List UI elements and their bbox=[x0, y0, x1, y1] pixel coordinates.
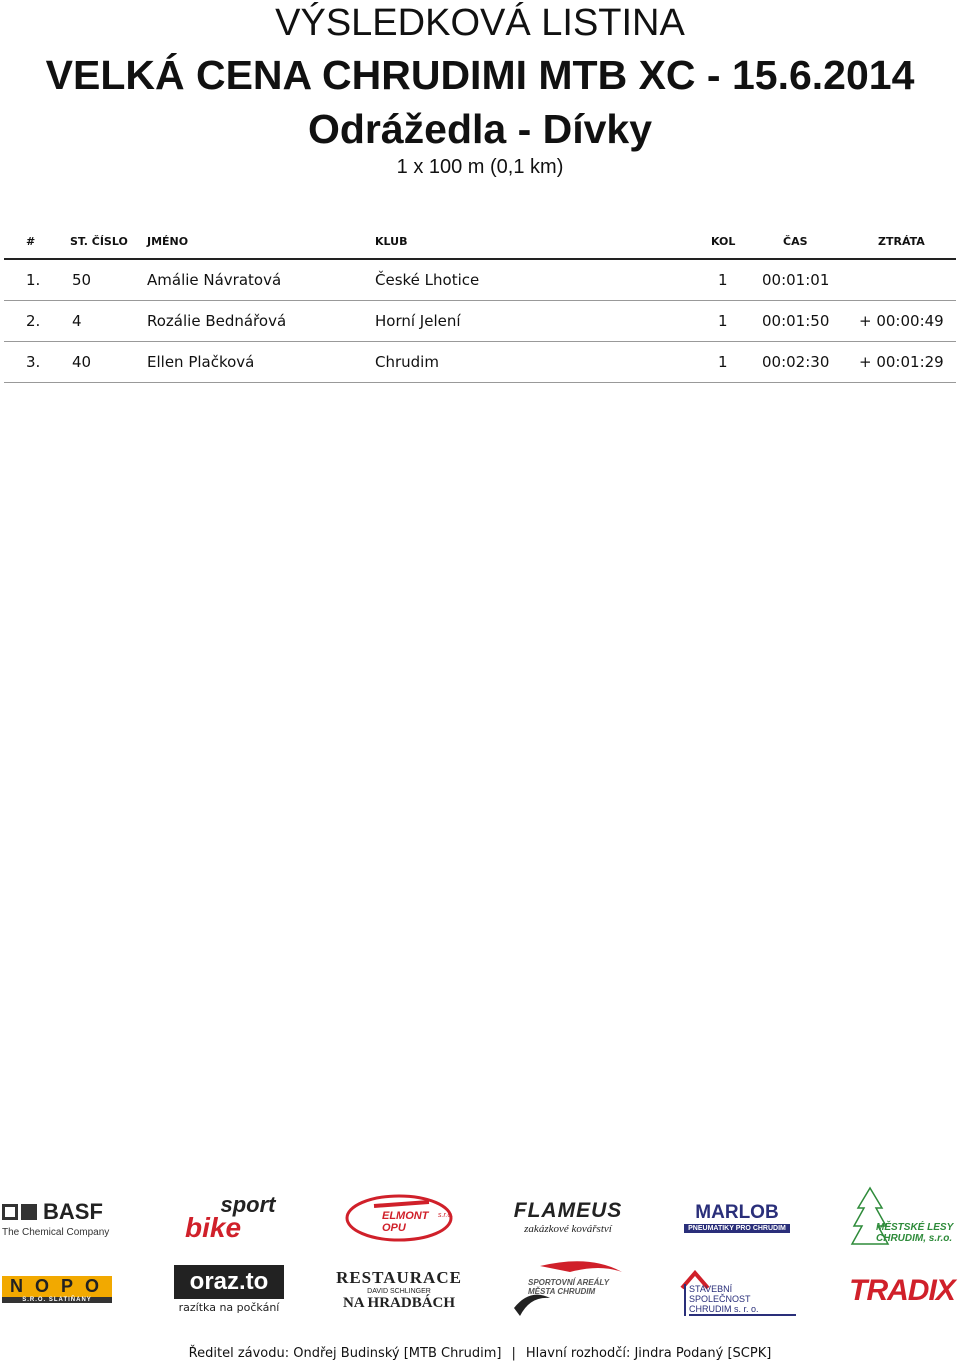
col-time: ČAS bbox=[783, 235, 808, 248]
marlob-name: MARLOB bbox=[695, 1201, 779, 1223]
cell-club: Chrudim bbox=[375, 353, 439, 371]
basf-tagline: The Chemical Company bbox=[2, 1226, 110, 1238]
lesy-line1: MĚSTSKÉ LESY bbox=[876, 1222, 954, 1233]
arealy-line1: SPORTOVNÍ AREÁLY bbox=[528, 1278, 610, 1287]
results-table bbox=[4, 228, 956, 383]
sponsor-orazto-logo bbox=[174, 1262, 284, 1316]
title-race-name: VELKÁ CENA CHRUDIMI MTB XC - 15.6.2014 bbox=[45, 52, 915, 98]
footer-director: Ředitel závodu: Ondřej Budinský [MTB Chrudim] bbox=[188, 1346, 502, 1361]
flameus-name: FLAMEUS bbox=[513, 1199, 623, 1222]
cell-laps: 1 bbox=[718, 312, 728, 330]
cell-laps: 1 bbox=[718, 353, 728, 371]
sponsor-nopo-logo bbox=[2, 1274, 112, 1304]
stavebni-line2: CHRUDIM s. r. o. bbox=[689, 1304, 796, 1316]
cell-time: 00:02:30 bbox=[762, 353, 830, 371]
title-category: Odrážedla - Dívky bbox=[307, 106, 653, 152]
cell-laps: 1 bbox=[718, 271, 728, 289]
sportbike-line1: sport bbox=[220, 1192, 276, 1217]
tradix-name: TRADIX bbox=[849, 1274, 955, 1307]
title-distance: 1 x 100 m (0,1 km) bbox=[396, 156, 564, 178]
sponsor-elmont-logo bbox=[344, 1192, 454, 1244]
sponsor-flameus-logo bbox=[512, 1196, 624, 1238]
cell-time: 00:01:01 bbox=[762, 271, 830, 289]
cell-bib: 40 bbox=[72, 353, 92, 371]
col-club: KLUB bbox=[375, 235, 408, 248]
cell-gap: + 00:01:29 bbox=[859, 353, 944, 371]
orazto-name: oraz.to bbox=[174, 1265, 284, 1299]
marlob-tagline: PNEUMATIKY PRO CHRUDIM bbox=[684, 1224, 790, 1233]
cell-club: České Lhotice bbox=[375, 271, 480, 289]
cell-gap: + 00:00:49 bbox=[859, 312, 944, 330]
footer-separator: | bbox=[511, 1346, 516, 1361]
cell-name: Rozálie Bednářová bbox=[147, 312, 287, 330]
sponsor-arealy-logo bbox=[510, 1258, 626, 1320]
title-results-sheet: VÝSLEDKOVÁ LISTINA bbox=[275, 2, 685, 44]
nopo-name: NOPO bbox=[2, 1276, 112, 1297]
cell-club: Horní Jelení bbox=[375, 312, 461, 330]
cell-rank: 2. bbox=[26, 312, 41, 330]
basf-square-icon bbox=[2, 1204, 18, 1220]
sponsor-restaurace-logo bbox=[336, 1262, 462, 1318]
cell-rank: 3. bbox=[26, 353, 41, 371]
cell-bib: 50 bbox=[72, 271, 92, 289]
nopo-tagline: S.R.O. SLATIŇANY bbox=[2, 1297, 112, 1303]
sponsor-basf-logo bbox=[2, 1196, 114, 1240]
table-row bbox=[4, 342, 956, 383]
basf-square-icon bbox=[21, 1204, 37, 1220]
table-header bbox=[4, 228, 956, 260]
restaurace-line3: NA HRADBÁCH bbox=[342, 1295, 456, 1311]
sportbike-line2: bike bbox=[184, 1212, 242, 1243]
cell-bib: 4 bbox=[72, 312, 82, 330]
footer-officials bbox=[0, 1346, 960, 1361]
table-row bbox=[4, 301, 956, 342]
cell-name: Amálie Návratová bbox=[147, 271, 282, 289]
col-gap: ZTRÁTA bbox=[878, 235, 925, 248]
cell-time: 00:01:50 bbox=[762, 312, 830, 330]
restaurace-line1: RESTAURACE bbox=[336, 1268, 462, 1287]
flameus-tagline: zakázkové kovářství bbox=[524, 1223, 612, 1235]
lesy-line2: CHRUDIM, s.r.o. bbox=[876, 1233, 953, 1244]
col-name: JMÉNO bbox=[147, 235, 189, 248]
cell-name: Ellen Plačková bbox=[147, 353, 255, 371]
sponsor-logos bbox=[0, 1186, 960, 1316]
basf-name: BASF bbox=[43, 1198, 103, 1224]
sponsor-sportbike-logo bbox=[172, 1192, 284, 1244]
cell-rank: 1. bbox=[26, 271, 41, 289]
col-bib: ST. ČÍSLO bbox=[70, 235, 128, 248]
elmont-name: ELMONT OPU bbox=[382, 1210, 429, 1234]
footer-referee: Hlavní rozhodčí: Jindra Podaný [SCPK] bbox=[525, 1346, 772, 1361]
restaurace-line2: DAVID SCHLINGER bbox=[367, 1288, 431, 1295]
table-row bbox=[4, 260, 956, 301]
sponsor-stavebni-logo bbox=[678, 1270, 796, 1314]
stavebni-line1: STAVEBNÍ SPOLEČNOST bbox=[689, 1284, 751, 1304]
orazto-tagline: razítka na počkání bbox=[178, 1300, 280, 1314]
sponsor-marlob-logo bbox=[676, 1200, 798, 1234]
col-rank: # bbox=[26, 235, 36, 248]
arealy-line2: MĚSTA CHRUDIM bbox=[528, 1287, 596, 1296]
sponsor-tradix-logo bbox=[848, 1274, 956, 1308]
elmont-suffix: s.r.o. bbox=[438, 1212, 454, 1219]
sponsor-lesy-logo bbox=[846, 1186, 958, 1250]
col-laps: KOL bbox=[711, 235, 736, 248]
